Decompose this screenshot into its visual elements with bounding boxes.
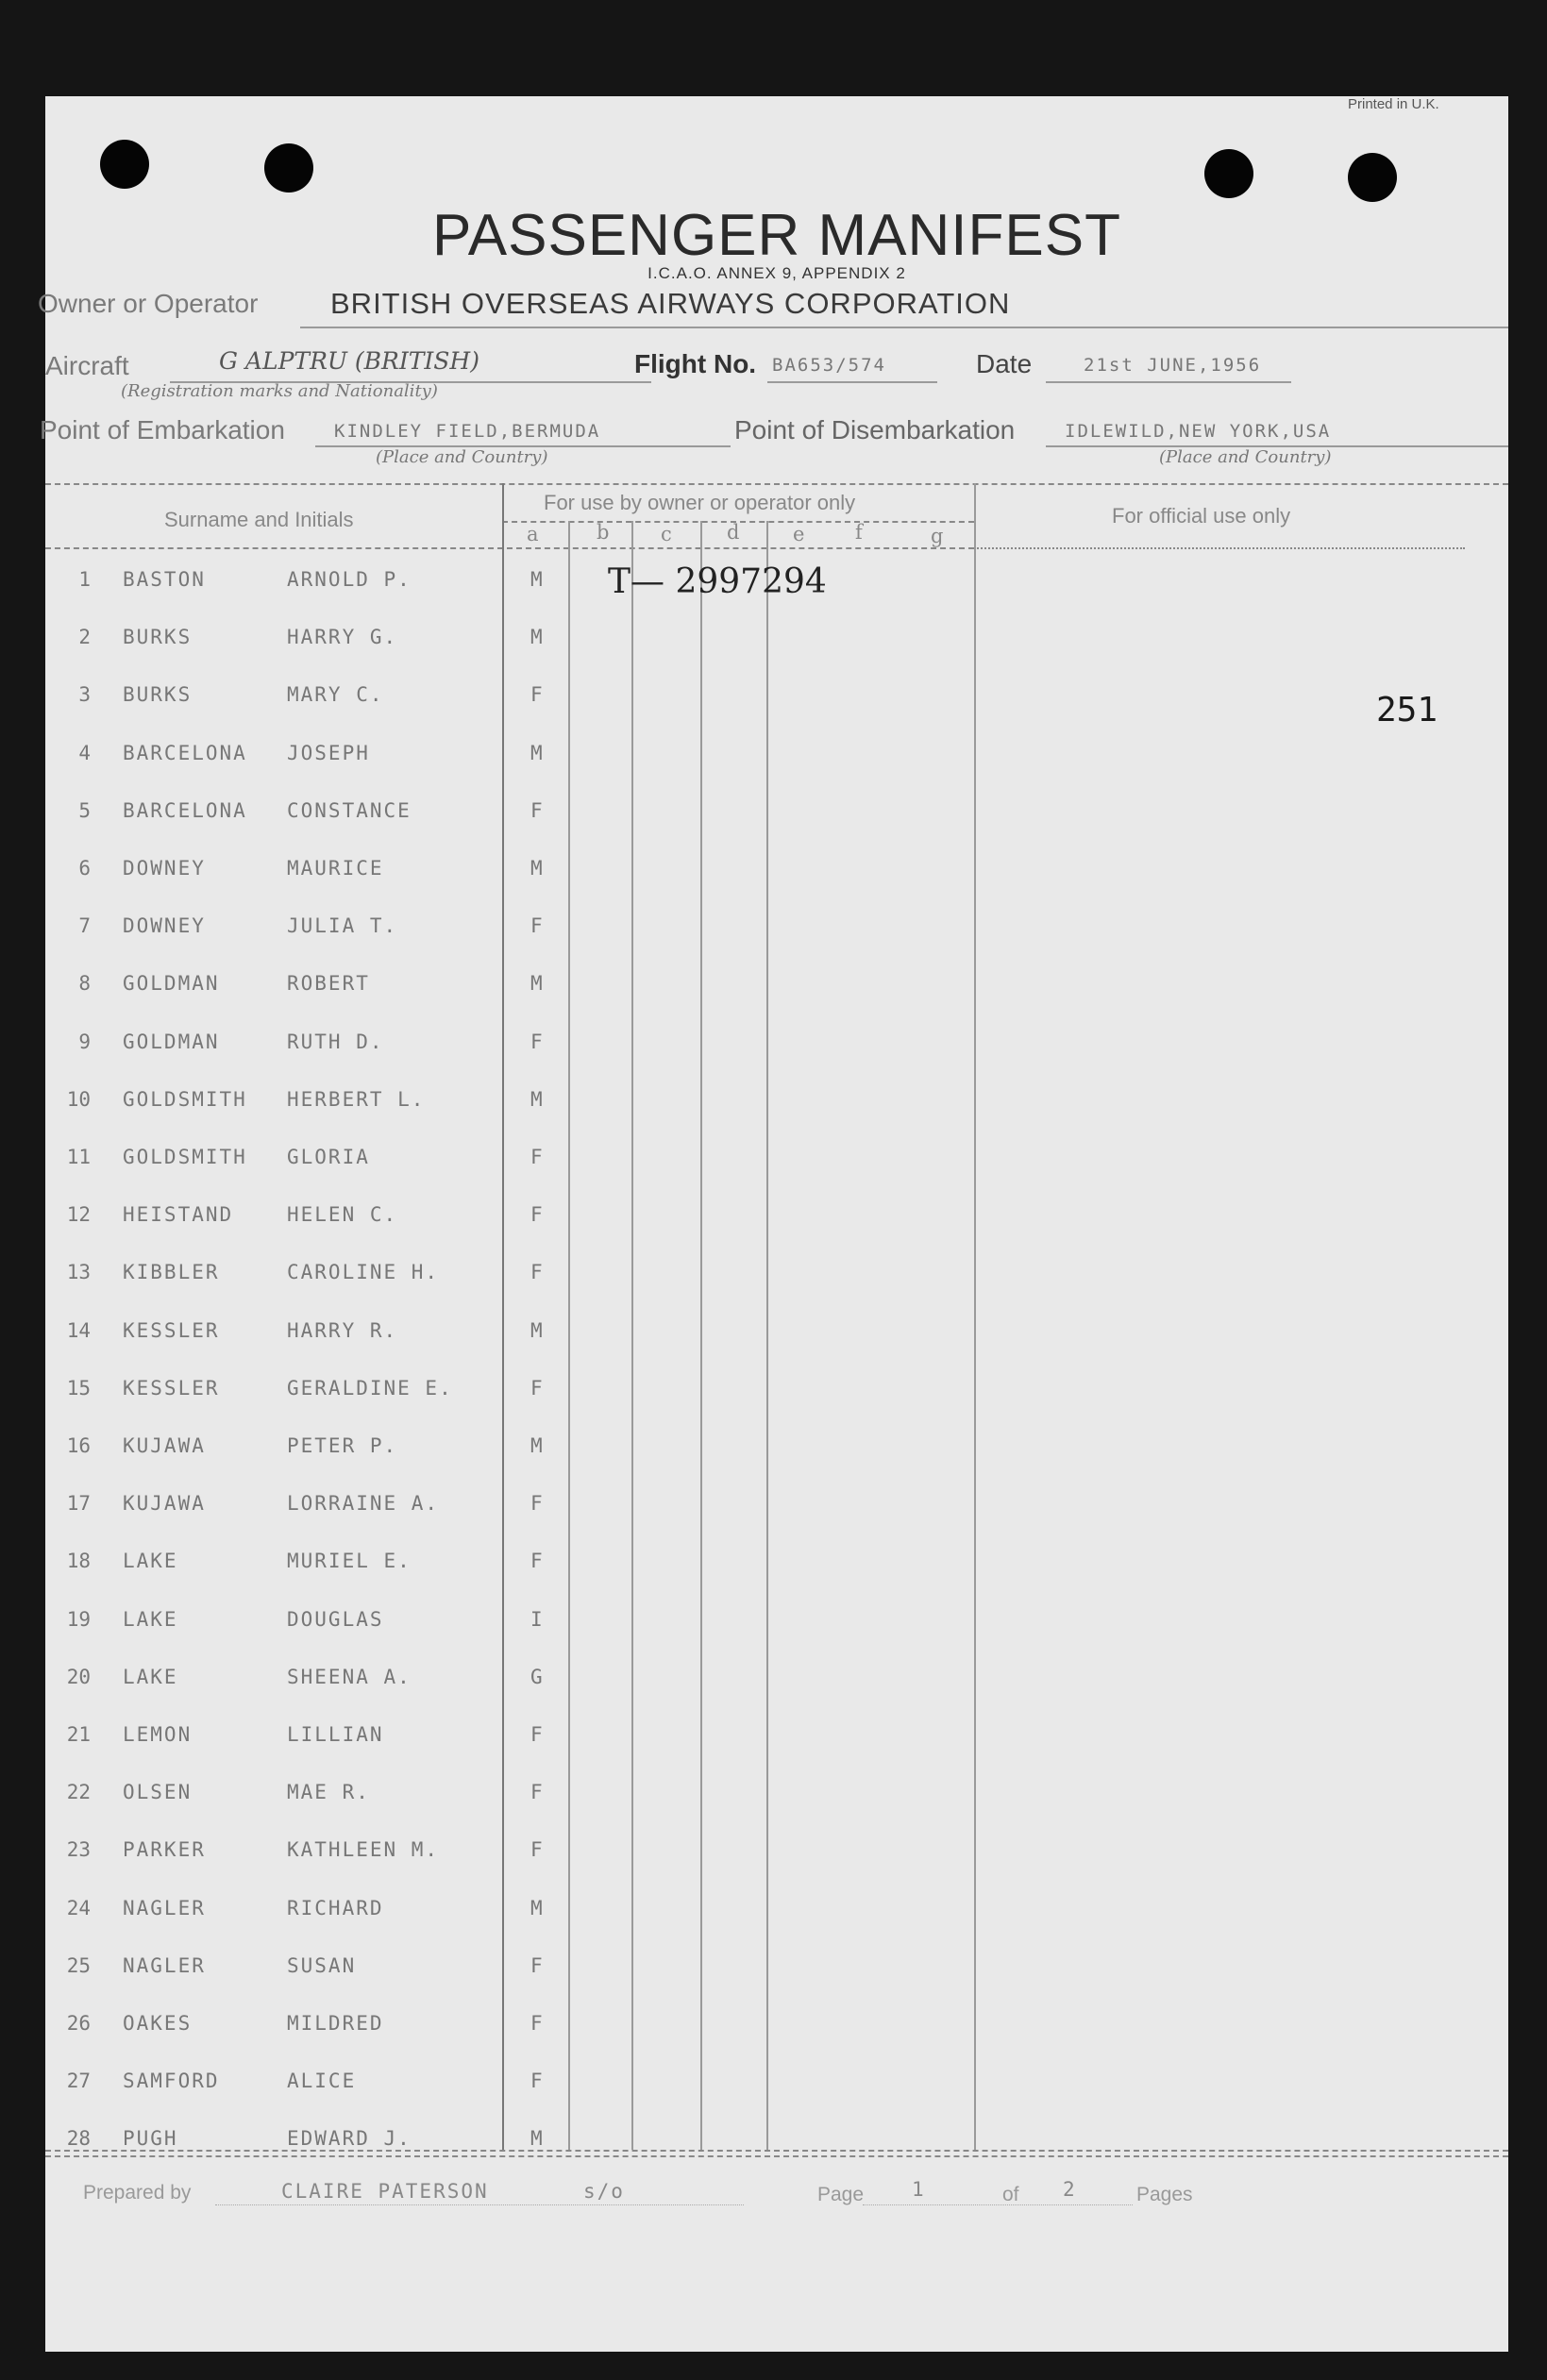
date-underline xyxy=(1046,381,1291,383)
passenger-given-names: DOUGLAS xyxy=(287,1608,384,1631)
passenger-sex: M xyxy=(530,972,545,995)
passenger-given-names: MARY C. xyxy=(287,683,384,706)
pages-label: Pages xyxy=(1136,2184,1193,2205)
official-header: For official use only xyxy=(1112,504,1291,528)
passenger-surname: GOLDSMITH xyxy=(123,1088,247,1111)
passenger-surname: GOLDMAN xyxy=(123,1031,220,1053)
passenger-given-names: ROBERT xyxy=(287,972,370,995)
passenger-surname: BARCELONA xyxy=(123,799,247,822)
passenger-given-names: RUTH D. xyxy=(287,1031,384,1053)
row-number: 2 xyxy=(78,626,91,648)
row-number: 20 xyxy=(66,1666,91,1688)
row-number: 8 xyxy=(78,972,91,995)
passenger-given-names: CONSTANCE xyxy=(287,799,412,822)
prepared-value: CLAIRE PATERSON xyxy=(281,2180,489,2203)
row-number: 27 xyxy=(66,2070,91,2092)
passenger-sex: F xyxy=(530,1261,545,1283)
page-label: Page xyxy=(817,2184,865,2205)
col-divider-b xyxy=(568,521,570,2150)
punch-hole xyxy=(100,140,149,189)
passenger-sex: F xyxy=(530,1203,545,1226)
passenger-given-names: CAROLINE H. xyxy=(287,1261,440,1283)
passenger-sex: F xyxy=(530,1954,545,1977)
page-underline xyxy=(863,2204,1133,2205)
passenger-surname: LAKE xyxy=(123,1608,178,1631)
date-value: 21st JUNE,1956 xyxy=(1084,355,1262,376)
row-number: 14 xyxy=(66,1319,91,1342)
col-divider-official xyxy=(974,483,976,2150)
passenger-given-names: MURIEL E. xyxy=(287,1550,412,1572)
passenger-surname: NAGLER xyxy=(123,1897,206,1919)
flight-value: BA653/574 xyxy=(772,355,886,376)
document-subtitle: I.C.A.O. ANNEX 9, APPENDIX 2 xyxy=(647,264,906,282)
passenger-sex: F xyxy=(530,1377,545,1400)
row-number: 28 xyxy=(66,2127,91,2150)
embarkation-caption: (Place and Country) xyxy=(376,447,548,467)
passenger-sex: F xyxy=(530,914,545,937)
col-divider-a xyxy=(502,483,504,2150)
manifest-page xyxy=(38,96,1508,2352)
passenger-given-names: KATHLEEN M. xyxy=(287,1838,440,1861)
passenger-given-names: PETER P. xyxy=(287,1434,398,1457)
passenger-given-names: LORRAINE A. xyxy=(287,1492,440,1515)
passenger-given-names: HARRY G. xyxy=(287,626,398,648)
passenger-surname: BASTON xyxy=(123,568,206,591)
handwritten-ticket-number: T— 2997294 xyxy=(608,562,827,601)
passenger-sex: F xyxy=(530,1492,545,1515)
passenger-surname: KUJAWA xyxy=(123,1492,206,1515)
passenger-surname: KESSLER xyxy=(123,1319,220,1342)
passenger-sex: M xyxy=(530,857,545,880)
passenger-surname: KESSLER xyxy=(123,1377,220,1400)
passenger-given-names: HELEN C. xyxy=(287,1203,398,1226)
passenger-given-names: HERBERT L. xyxy=(287,1088,426,1111)
flight-underline xyxy=(767,381,937,383)
passenger-given-names: ARNOLD P. xyxy=(287,568,412,591)
passenger-given-names: MAE R. xyxy=(287,1781,370,1803)
passenger-sex: F xyxy=(530,2070,545,2092)
row-number: 13 xyxy=(66,1261,91,1283)
row-number: 12 xyxy=(66,1203,91,1226)
passenger-sex: F xyxy=(530,683,545,706)
embarkation-value: KINDLEY FIELD,BERMUDA xyxy=(334,421,601,442)
passenger-surname: BARCELONA xyxy=(123,742,247,764)
passenger-given-names: RICHARD xyxy=(287,1897,384,1919)
row-number: 25 xyxy=(66,1954,91,1977)
passenger-sex: M xyxy=(530,1319,545,1342)
prepared-underline xyxy=(215,2204,744,2205)
row-number: 18 xyxy=(66,1550,91,1572)
table-bottom-rule-2 xyxy=(45,2155,1508,2157)
aircraft-caption: (Registration marks and Nationality) xyxy=(121,381,438,401)
row-number: 21 xyxy=(66,1723,91,1746)
passenger-surname: LAKE xyxy=(123,1666,178,1688)
passenger-surname: HEISTAND xyxy=(123,1203,234,1226)
row-number: 5 xyxy=(78,799,91,822)
passenger-sex: M xyxy=(530,568,545,591)
passenger-sex: F xyxy=(530,1146,545,1168)
header-bottom-rule xyxy=(45,547,974,549)
passenger-surname: PUGH xyxy=(123,2127,178,2150)
passenger-given-names: SHEENA A. xyxy=(287,1666,412,1688)
page-value: 1 xyxy=(912,2178,926,2201)
passenger-sex: M xyxy=(530,1088,545,1111)
passenger-given-names: MAURICE xyxy=(287,857,384,880)
passenger-surname: NAGLER xyxy=(123,1954,206,1977)
passenger-sex: F xyxy=(530,2012,545,2035)
passenger-sex: F xyxy=(530,1781,545,1803)
row-number: 3 xyxy=(78,683,91,706)
row-number: 19 xyxy=(66,1608,91,1631)
owner-label: Owner or Operator xyxy=(38,289,259,318)
passenger-surname: KIBBLER xyxy=(123,1261,220,1283)
owner-value: BRITISH OVERSEAS AIRWAYS CORPORATION xyxy=(330,287,1011,320)
passenger-sex: F xyxy=(530,1031,545,1053)
passenger-sex: I xyxy=(530,1608,545,1631)
row-number: 23 xyxy=(66,1838,91,1861)
passenger-sex: M xyxy=(530,2127,545,2150)
col-g-label: g xyxy=(931,525,944,547)
col-d-label: d xyxy=(727,521,740,544)
passenger-surname: DOWNEY xyxy=(123,857,206,880)
passenger-given-names: JULIA T. xyxy=(287,914,398,937)
passenger-surname: DOWNEY xyxy=(123,914,206,937)
of-value: 2 xyxy=(1063,2178,1077,2201)
col-a-label: a xyxy=(527,523,539,545)
punch-hole xyxy=(1348,153,1397,202)
flight-label: Flight No. xyxy=(634,349,757,378)
passenger-surname: LEMON xyxy=(123,1723,193,1746)
document-title: PASSENGER MANIFEST xyxy=(432,203,1121,268)
aircraft-value: G ALPTRU (BRITISH) xyxy=(219,347,479,375)
passenger-given-names: ALICE xyxy=(287,2070,357,2092)
punch-hole xyxy=(264,143,313,193)
row-number: 7 xyxy=(78,914,91,937)
surname-header: Surname and Initials xyxy=(164,508,354,531)
printer-note: Printed in U.K. xyxy=(1348,96,1439,112)
disembarkation-value: IDLEWILD,NEW YORK,USA xyxy=(1065,421,1332,442)
owner-use-header: For use by owner or operator only xyxy=(544,491,856,514)
col-divider-c xyxy=(631,521,633,2150)
col-e-label: e xyxy=(793,523,805,545)
passenger-surname: PARKER xyxy=(123,1838,206,1861)
row-number: 11 xyxy=(66,1146,91,1168)
passenger-surname: BURKS xyxy=(123,683,193,706)
passenger-sex: M xyxy=(530,742,545,764)
passenger-sex: M xyxy=(530,626,545,648)
passenger-surname: LAKE xyxy=(123,1550,178,1572)
passenger-sex: F xyxy=(530,799,545,822)
page-stamp-number: 251 xyxy=(1376,691,1438,729)
row-number: 24 xyxy=(66,1897,91,1919)
passenger-sex: M xyxy=(530,1897,545,1919)
passenger-sex: F xyxy=(530,1838,545,1861)
aircraft-label: Aircraft xyxy=(45,351,129,380)
disembarkation-label: Point of Disembarkation xyxy=(734,415,1016,444)
passenger-sex: M xyxy=(530,1434,545,1457)
row-number: 15 xyxy=(66,1377,91,1400)
row-number: 22 xyxy=(66,1781,91,1803)
passenger-sex: F xyxy=(530,1723,545,1746)
passenger-given-names: JOSEPH xyxy=(287,742,370,764)
col-f-label: f xyxy=(855,521,863,544)
passenger-given-names: GLORIA xyxy=(287,1146,370,1168)
row-number: 10 xyxy=(66,1088,91,1111)
owner-underline xyxy=(300,327,1508,328)
table-top-rule xyxy=(45,483,1508,485)
table-bottom-rule xyxy=(45,2150,1508,2152)
row-number: 16 xyxy=(66,1434,91,1457)
passenger-surname: OAKES xyxy=(123,2012,193,2035)
passenger-surname: KUJAWA xyxy=(123,1434,206,1457)
passenger-sex: G xyxy=(530,1666,545,1688)
punch-hole xyxy=(1204,149,1253,198)
passenger-given-names: GERALDINE E. xyxy=(287,1377,453,1400)
col-divider-e xyxy=(766,521,768,2150)
passenger-surname: SAMFORD xyxy=(123,2070,220,2092)
row-number: 6 xyxy=(78,857,91,880)
passenger-surname: BURKS xyxy=(123,626,193,648)
passenger-given-names: LILLIAN xyxy=(287,1723,384,1746)
row-number: 9 xyxy=(78,1031,91,1053)
prepared-label: Prepared by xyxy=(83,2182,192,2204)
passenger-surname: OLSEN xyxy=(123,1781,193,1803)
passenger-surname: GOLDSMITH xyxy=(123,1146,247,1168)
prepared-suffix: s/o xyxy=(583,2180,625,2203)
disembarkation-caption: (Place and Country) xyxy=(1159,447,1332,467)
row-number: 26 xyxy=(66,2012,91,2035)
passenger-given-names: MILDRED xyxy=(287,2012,384,2035)
passenger-surname: GOLDMAN xyxy=(123,972,220,995)
of-label: of xyxy=(1002,2184,1019,2205)
passenger-given-names: SUSAN xyxy=(287,1954,357,1977)
col-b-label: b xyxy=(597,521,610,544)
col-divider-d xyxy=(700,521,702,2150)
passenger-given-names: EDWARD J. xyxy=(287,2127,412,2150)
row-number: 4 xyxy=(78,742,91,764)
row-number: 1 xyxy=(78,568,91,591)
passenger-given-names: HARRY R. xyxy=(287,1319,398,1342)
col-c-label: c xyxy=(661,523,672,545)
official-rule xyxy=(974,547,1465,549)
row-number: 17 xyxy=(66,1492,91,1515)
date-label: Date xyxy=(976,349,1033,378)
embarkation-label: Point of Embarkation xyxy=(40,415,285,444)
passenger-sex: F xyxy=(530,1550,545,1572)
